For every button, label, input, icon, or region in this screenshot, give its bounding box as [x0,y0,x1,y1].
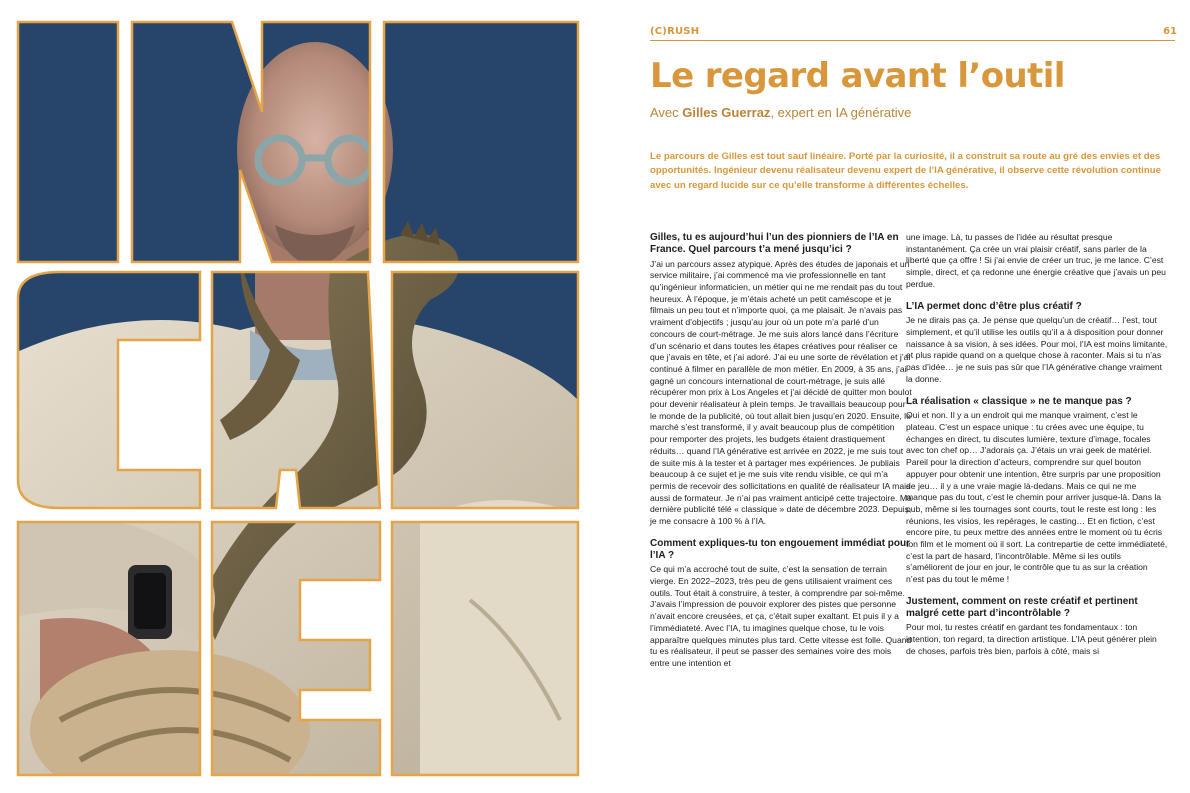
question: La réalisation « classique » ne te manque pas ? [906,395,1132,407]
text-column-right [906,232,1168,668]
header-divider [650,40,1175,41]
article-page [595,0,1190,793]
answer: J’ai un parcours assez atypique. Après des études de japonais et un service militaire, j’ai commencé ma vie professionnelle en tant qu’ingénieur informaticien, un métier qui ne me rendait pas du tout heureux. À l’époque, je m’étais acheté un petit caméscope et je filmais un peu tout et n’importe quoi, ça me plaisait. Je n’avais pas vraiment d’objectifs ; jusqu’au jour où un pote m’a parlé d’un concours de court-métrage. Je me suis alors lancé dans l’écriture d’un scénario et dans toutes les étapes créatives pour réaliser ce que j’avais en tête, et j’ai adoré. J’ai eu une sorte de révélation et j’ai continué à filmer en parallèle de mon métier. En 2009, à 35 ans, j’ai gagné un concours international de court-métrage, je suis allé récupérer mon prix à Los Angeles et j’ai décidé de quitter mon boulot pour devenir réalisateur à plein temps. Je travaillais beaucoup pour le monde de la publicité, où tout allait bien jusqu’en 2020. Ensuite, le marché s’est transformé, il y avait beaucoup plus de compétition pour remporter des projets, les budgets étaient drastiquement réduits… quand l’IA générative est arrivée en 2022, je me suis tout de suite mis à la tester et à partager mes expériences. Je publiais beaucoup à ce sujet et je me suis vite rendu visible, ce qui m’a permis de recevoir des sollicitations en qualité de réalisateur IA mais aussi de formateur. Je n’ai pas vraiment anticipé cette trajectoire. Ma dernière publicité télé « classique » date de décembre 2023. Depuis, je me consacre à 100 % à l’IA. [650,258,912,527]
page-number: 61 [1163,26,1177,37]
answer: Ce qui m’a accroché tout de suite, c’est la sensation de terrain vierge. En 2022–2023, très peu de gens utilisaient vraiment ces outils. Tout était à construire, à tester, à comprendre par soi-même. J’avais l’impression de pouvoir explorer des pistes que personne n’avait encore creusées, et ça, c’était super exaltant. Et puis il y a l’immédiateté. Avec l’IA, tu imagines quelque chose, tu le vois apparaître quelques minutes plus tard. Cette vitesse est folle. Quand tu es réalisateur, il peut se passer des semaines voire des mois entre une intention et [650,564,912,668]
question: Justement, comment on reste créatif et pertinent malgré cette part d’incontrôlable ? [906,595,1138,619]
answer: Pour moi, tu restes créatif en gardant tes fondamentaux : ton intention, ton regard, ta direction artistique. L’IA peut générer plein de choses, parfois très bien, parfois à côté, mais si [906,622,1157,656]
answer: Oui et non. Il y a un endroit qui me manque vraiment, c’est le plateau. C’est un espace unique : tu crées avec une équipe, tu échanges en direct, tu discutes lumière, texture d’image, focales avec ton chef op… J’adorais ça. J’étais un vrai geek de matériel. Pareil pour la direction d’acteurs, comprendre sur quel bouton appuyer pour obtenir une intention, être surpris par une proposition de jeu… il y a une vraie magie là-dedans. Mais ce qui ne me manque pas du tout, c’est le chemin pour arriver jusque-là. Dans la pub, même si les tournages sont courts, tout le reste est long : les réunions, les visios, les repérages, le casting… Et en fiction, c’est encore pire, tu peux mettre des années entre le moment où tu écris ton film et le moment où il sort. La contrepartie de cette immédiateté, c’est la part de hasard, l’incontrôlable. Même si les outils s’améliorent de jour en jour, le contrôle que tu as sur la création n’est pas du tout le même ! [906,410,1168,585]
question: Comment expliques-tu ton engouement immédiat pour l’IA ? [650,537,911,561]
text-column-left [650,232,912,680]
answer: une image. Là, tu passes de l’idée au résultat presque instantanément. Ça crée un vrai plaisir créatif, sans parler de la liberté que ça offre ! Si j’ai envie de créer un truc, je me lance. C’est simple, direct, et ça redonne une énergie créative que j’avais un peu perdue. [906,232,1166,289]
article-intro: Le parcours de Gilles est tout sauf linéaire. Porté par la curiosité, il a construit sa route au gré des envies et des opportunités. Ingénieur devenu réalisateur devenu expert de l’IA générative, il observe cette révolution continue avec un regard lucide sur ce qu’elle transforme à différentes échelles. [650,151,1161,191]
subtitle-prefix: Avec [650,105,683,120]
article-subtitle [650,105,911,120]
magazine-name: (C)RUSH [650,26,700,37]
subtitle-suffix: , expert en IA générative [770,105,912,120]
article-title: Le regard avant l’outil [650,56,1065,96]
question: Gilles, tu es aujourd’hui l’un des pionniers de l’IA en France. Quel parcours t’a mené jusqu’ici ? [650,232,899,255]
answer: Je ne dirais pas ça. Je pense que quelqu’un de créatif… l’est, tout simplement, et qu’il utilise les outils qu’il a à disposition pour donner naissance à sa vision, à ses idées. Pour moi, l’IA est moins limitante, et plus rapide quand on a quelque chose à raconter. Mais si tu n’as pas d’idée… je ne suis pas sûr que l’IA générative change vraiment la donne. [906,315,1168,384]
interviewee-name: Gilles Guerraz [682,105,771,120]
question: L’IA permet donc d’être plus créatif ? [906,300,1082,312]
